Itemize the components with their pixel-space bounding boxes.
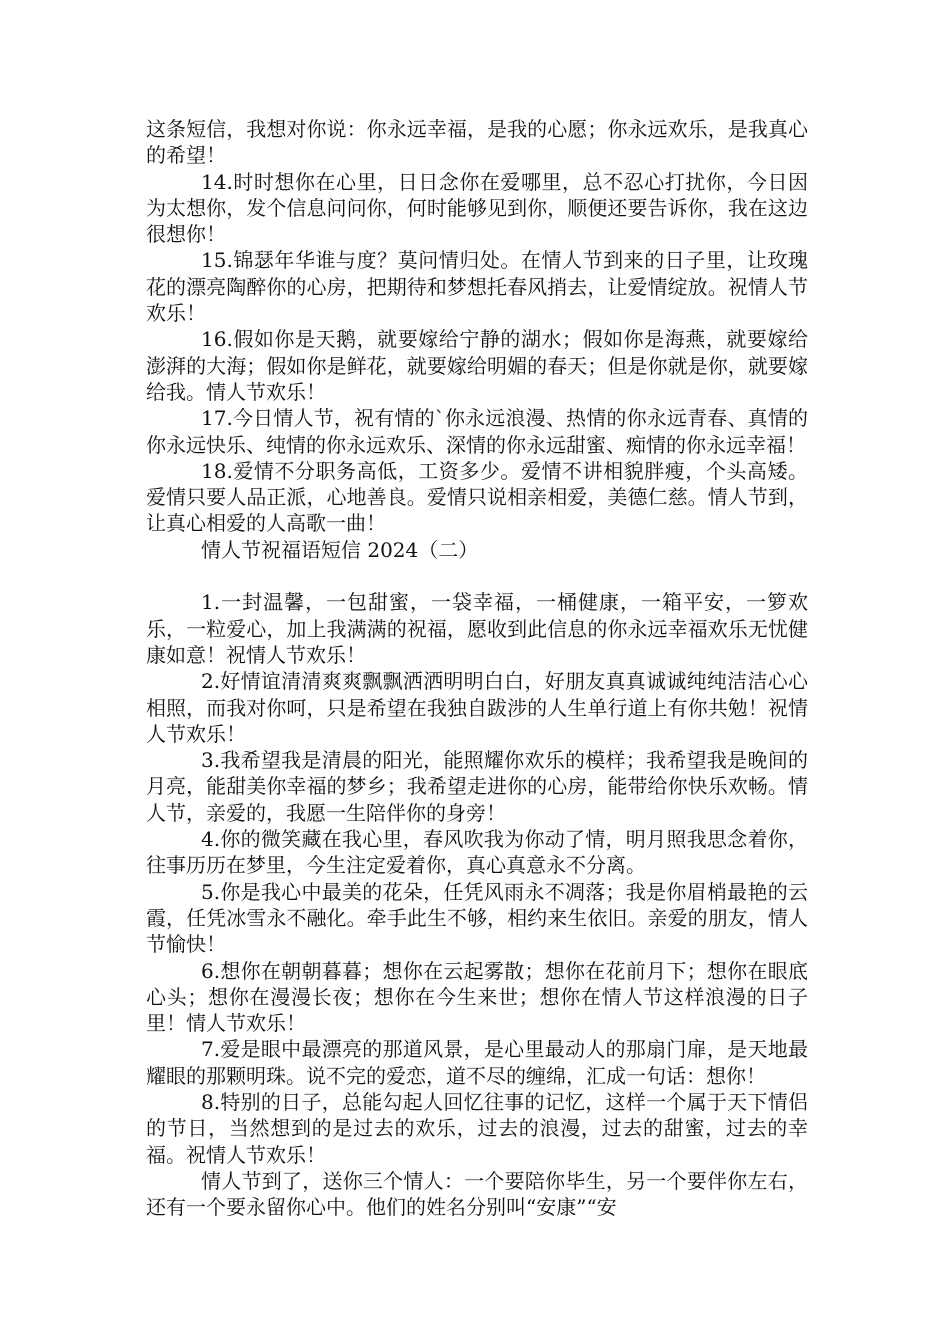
paragraph-b1: 1.一封温馨，一包甜蜜，一袋幸福，一桶健康，一箱平安，一箩欢乐，一粒爱心，加上我满满的祝福，愿收到此信息的你永远幸福欢乐无忧健康如意！祝情人节欢乐！ xyxy=(146,590,808,667)
paragraph-14: 14.时时想你在心里，日日念你在爱哪里，总不忍心打扰你，今日因为太想你，发个信息问问你，何时能够见到你，顺便还要告诉你，我在这边很想你！ xyxy=(146,169,808,247)
blank-line xyxy=(146,563,808,589)
paragraph-b8: 8.特别的日子，总能勾起人回忆往事的记忆，这样一个属于天下情侣的节日，当然想到的是过去的欢乐，过去的浪漫，过去的甜蜜，过去的幸福。祝情人节欢乐！ xyxy=(146,1089,808,1167)
document-page xyxy=(146,116,808,1220)
paragraph-b2: 2.好情谊清清爽爽飘飘洒洒明明白白，好朋友真真诚诚纯纯洁洁心心相照，而我对你呵，只是希望在我独自跋涉的人生单行道上有你共勉！祝情人节欢乐！ xyxy=(146,669,808,746)
paragraph-b6: 6.想你在朝朝暮暮；想你在云起雾散；想你在花前月下；想你在眼底心头；想你在漫漫长夜；想你在今生来世；想你在情人节这样浪漫的日子里！情人节欢乐！ xyxy=(146,958,808,1036)
paragraph-0: 这条短信，我想对你说：你永远幸福，是我的心愿；你永远欢乐，是我真心的希望！ xyxy=(146,117,808,168)
paragraph-b5: 5.你是我心中最美的花朵，任凭风雨永不凋落；我是你眉梢最艳的云霞，任凭冰雪永不融化。牵手此生不够，相约来生依旧。亲爱的朋友，情人节愉快！ xyxy=(146,879,808,957)
paragraph-17: 17.今日情人节，祝有情的`你永远浪漫、热情的你永远青春、真情的你永远快乐、纯情的你永远欢乐、深情的你永远甜蜜、痴情的你永远幸福！ xyxy=(146,406,808,457)
paragraph-18: 18.爱情不分职务高低，工资多少。爱情不讲相貌胖瘦，个头高矮。爱情只要人品正派，心地善良。爱情只说相亲相爱，美德仁慈。情人节到，让真心相爱的人高歌一曲！ xyxy=(146,458,808,536)
paragraph-b9: 情人节到了，送你三个情人：一个要陪你毕生，另一个要伴你左右，还有一个要永留你心中。他们的姓名分别叫“安康”“安 xyxy=(146,1168,808,1220)
paragraph-16: 16.假如你是天鹅，就要嫁给宁静的湖水；假如你是海燕，就要嫁给澎湃的大海；假如你是鲜花，就要嫁给明媚的春天；但是你就是你，就要嫁给我。情人节欢乐！ xyxy=(146,327,808,404)
paragraph-15: 15.锦瑟年华谁与度？莫问情归处。在情人节到来的日子里，让玫瑰花的漂亮陶醉你的心房，把期待和梦想托春风捎去，让爱情绽放。祝情人节欢乐！ xyxy=(146,248,808,326)
paragraph-b3: 3.我希望我是清晨的阳光，能照耀你欢乐的模样；我希望我是晚间的月亮，能甜美你幸福的梦乡；我希望走进你的心房，能带给你快乐欢畅。情人节，亲爱的，我愿一生陪伴你的身旁！ xyxy=(146,748,808,825)
paragraph-b4: 4.你的微笑藏在我心里，春风吹我为你动了情，明月照我思念着你，往事历历在梦里，今生注定爱着你，真心真意永不分离。 xyxy=(146,827,808,878)
paragraph-b7: 7.爱是眼中最漂亮的那道风景，是心里最动人的那扇门扉，是天地最耀眼的那颗明珠。说不完的爱恋，道不尽的缠绵，汇成一句话：想你！ xyxy=(146,1037,808,1088)
section-heading: 情人节祝福语短信 2024（二） xyxy=(201,537,479,562)
